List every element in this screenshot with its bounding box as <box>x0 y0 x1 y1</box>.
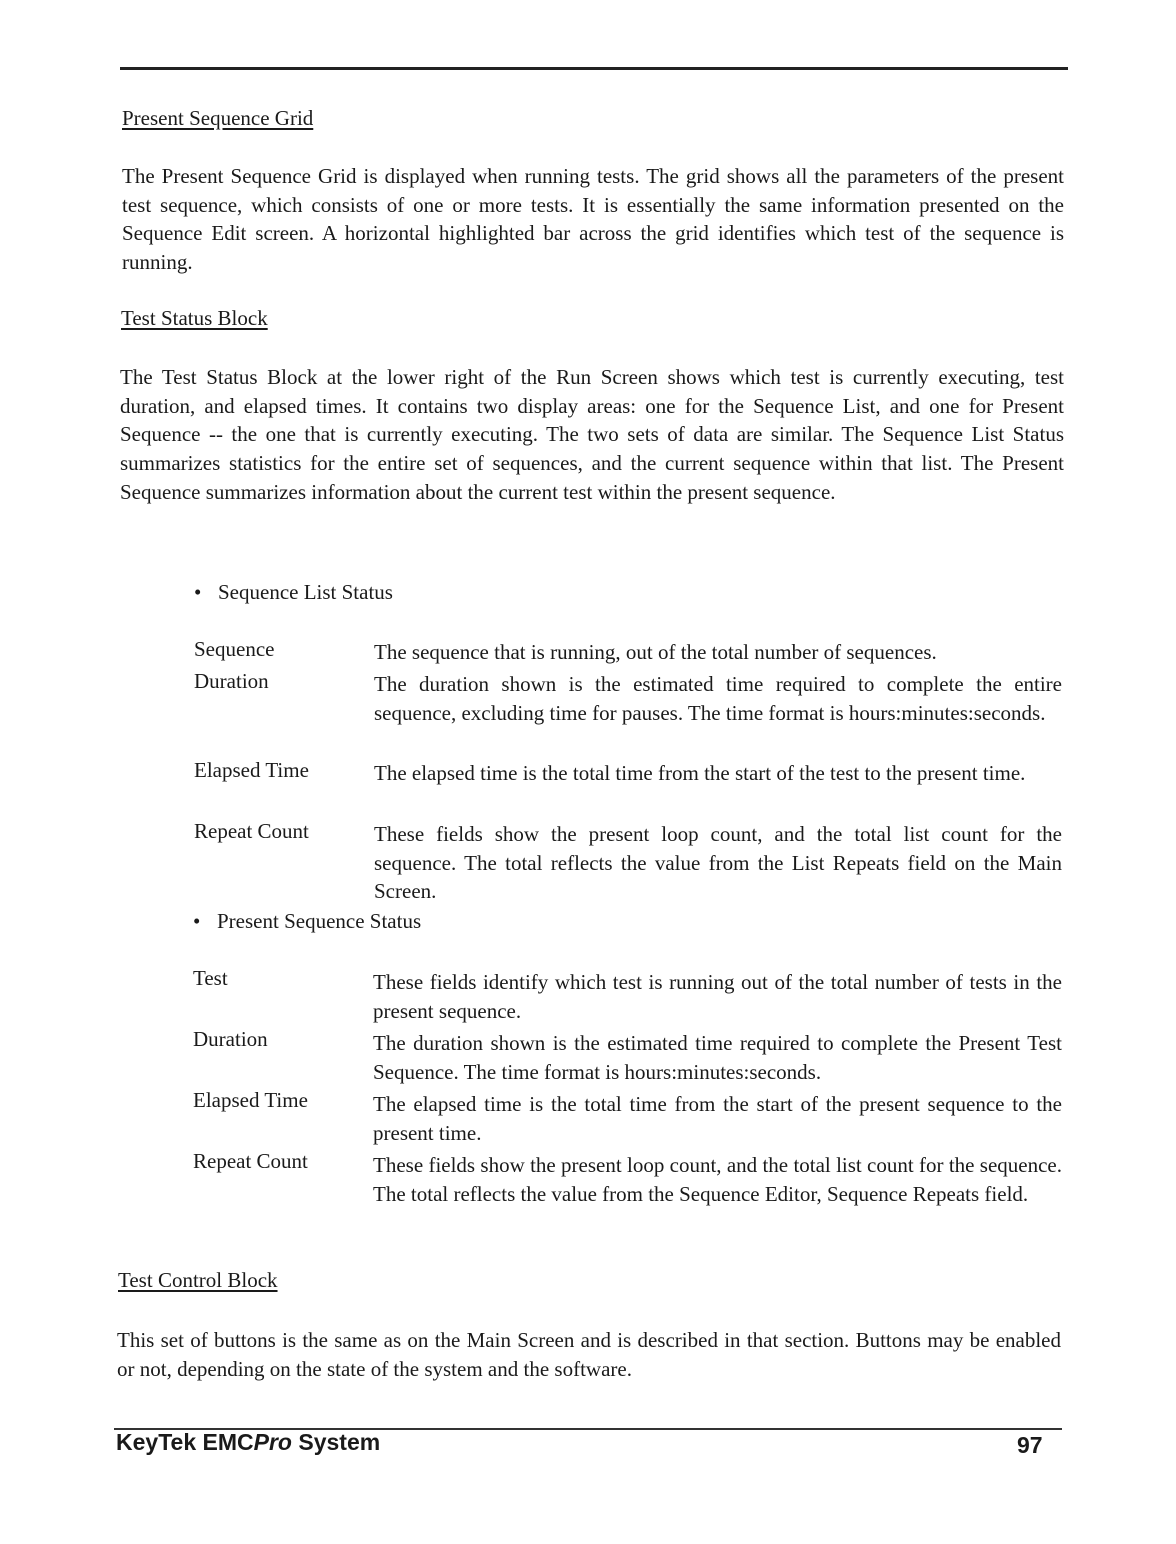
header-rule <box>120 67 1068 70</box>
definition-duration: The duration shown is the estimated time required to complete the entire sequence, excluding time for pauses. The time format is hours:minutes:seconds. <box>374 672 1062 725</box>
footer-brand-italic: Pro <box>253 1429 292 1455</box>
bullet-label: Present Sequence Status <box>217 909 422 933</box>
bullet-present-sequence-status <box>193 909 421 934</box>
bullet-label: Sequence List Status <box>218 580 393 604</box>
heading-test-control-block: Test Control Block <box>118 1268 278 1292</box>
term-repeat-count: Repeat Count <box>194 819 309 843</box>
footer-brand-suffix: System <box>291 1429 381 1455</box>
definition-elapsed-time: The elapsed time is the total time from the start of the test to the present time. <box>374 761 1026 785</box>
bullet-icon: • <box>193 909 201 933</box>
footer-title <box>116 1429 380 1456</box>
term-duration: Duration <box>193 1027 268 1051</box>
term-test: Test <box>193 966 228 990</box>
page-number: 97 <box>1017 1432 1043 1458</box>
term-duration: Duration <box>194 669 269 693</box>
term-elapsed-time: Elapsed Time <box>193 1088 308 1112</box>
bullet-sequence-list-status <box>194 580 393 605</box>
footer-brand: KeyTek EMC <box>116 1429 254 1455</box>
definition-repeat-count: These fields show the present loop count, and the total list count for the sequence. The total reflects the value from the Sequence Editor, Sequence Repeats field. <box>373 1153 1062 1206</box>
paragraph-test-control-block: This set of buttons is the same as on the Main Screen and is described in that section. Buttons may be enabled or not, depending on the state of the system and the software. <box>117 1328 1061 1381</box>
heading-test-status-block: Test Status Block <box>121 306 268 330</box>
term-elapsed-time: Elapsed Time <box>194 758 309 782</box>
definition-duration: The duration shown is the estimated time required to complete the Present Test Sequence. The time format is hours:minutes:seconds. <box>373 1031 1062 1084</box>
term-sequence: Sequence <box>194 637 275 661</box>
term-repeat-count: Repeat Count <box>193 1149 308 1173</box>
paragraph-present-sequence-grid: The Present Sequence Grid is displayed when running tests. The grid shows all the parameters of the present test sequence, which consists of one or more tests. It is essentially the same information presented on the Sequence Edit screen. A horizontal highlighted bar across the grid identifies which test of the sequence is running. <box>122 164 1064 275</box>
heading-present-sequence-grid: Present Sequence Grid <box>122 106 314 130</box>
definition-test: These fields identify which test is running out of the total number of tests in the present sequence. <box>373 970 1062 1023</box>
definition-repeat-count: These fields show the present loop count, and the total list count for the sequence. The total reflects the value from the List Repeats field on the Main Screen. <box>374 822 1062 903</box>
definition-elapsed-time: The elapsed time is the total time from the start of the present sequence to the present time. <box>373 1092 1062 1145</box>
paragraph-test-status-block: The Test Status Block at the lower right of the Run Screen shows which test is currently executing, test duration, and elapsed times. It contains two display areas: one for the Sequence List, and one for Present Sequence -- the one that is currently executing. The two sets of data are similar. The Sequence List Status summarizes statistics for the entire set of sequences, and the current sequence within that list. The Present Sequence summarizes information about the current test within the present sequence. <box>120 365 1064 504</box>
bullet-icon: • <box>194 580 202 604</box>
definition-sequence: The sequence that is running, out of the total number of sequences. <box>374 640 937 664</box>
